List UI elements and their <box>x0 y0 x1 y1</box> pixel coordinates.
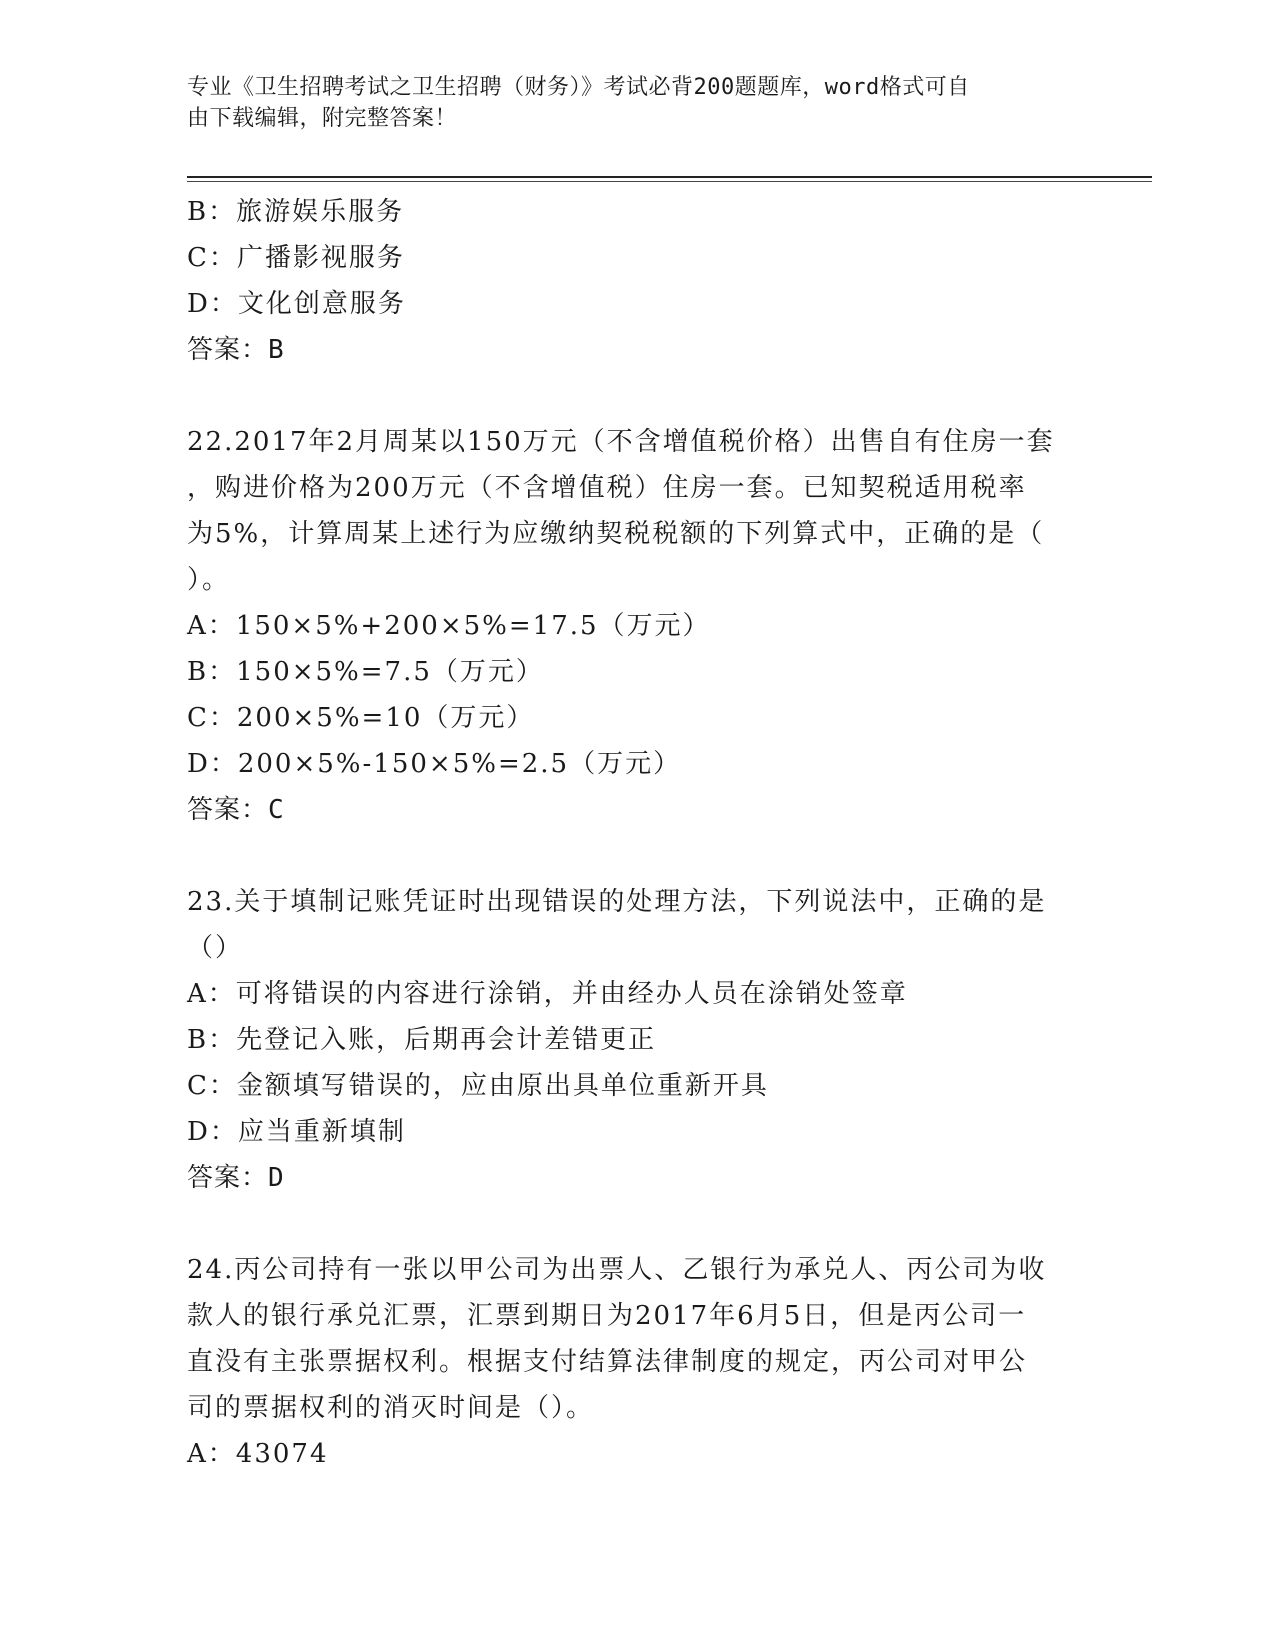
answer-line: 答案：B <box>187 335 285 365</box>
header-divider <box>187 176 1152 178</box>
header-line: 由下载编辑，附完整答案！ <box>187 106 458 131</box>
question-line: 司的票据权利的消灭时间是（）。 <box>187 1393 595 1423</box>
option-line: A：150×5%+200×5%=17.5（万元） <box>187 611 711 641</box>
document-header <box>187 72 1067 134</box>
option-line: B：旅游娱乐服务 <box>187 197 405 227</box>
spacer <box>187 1201 1087 1247</box>
option-line: A：43074 <box>187 1439 329 1469</box>
question-line: 24.丙公司持有一张以甲公司为出票人、乙银行为承兑人、丙公司为收 <box>187 1255 1047 1285</box>
spacer <box>187 833 1087 879</box>
answer-line: 答案：C <box>187 795 285 825</box>
question-line: 22.2017年2月周某以150万元（不含增值税价格）出售自有住房一套 <box>187 427 1055 457</box>
spacer <box>187 373 1087 419</box>
answer-line: 答案：D <box>187 1163 285 1193</box>
option-line: C：广播影视服务 <box>187 243 405 273</box>
header-line: 专业《卫生招聘考试之卫生招聘（财务）》考试必背200题题库，word格式可自 <box>187 75 970 100</box>
header-divider-thin <box>187 181 1152 182</box>
option-line: D：200×5%-150×5%=2.5（万元） <box>187 749 682 779</box>
question-line: 直没有主张票据权利。根据支付结算法律制度的规定，丙公司对甲公 <box>187 1347 1028 1377</box>
option-line: B：150×5%=7.5（万元） <box>187 657 544 687</box>
option-line: C：200×5%=10（万元） <box>187 703 535 733</box>
question-line: 23.关于填制记账凭证时出现错误的处理方法，下列说法中，正确的是 <box>187 887 1047 917</box>
question-line: ，购进价格为200万元（不含增值税）住房一套。已知契税适用税率 <box>187 473 1027 503</box>
question-line: ）。 <box>187 565 231 595</box>
question-line: 款人的银行承兑汇票，汇票到期日为2017年6月5日，但是丙公司一 <box>187 1301 1027 1331</box>
option-line: D：应当重新填制 <box>187 1117 406 1147</box>
option-line: D：文化创意服务 <box>187 289 406 319</box>
option-line: B：先登记入账，后期再会计差错更正 <box>187 1025 657 1055</box>
question-list <box>187 189 1087 1477</box>
question-line: （） <box>187 933 244 963</box>
option-line: C：金额填写错误的，应由原出具单位重新开具 <box>187 1071 769 1101</box>
question-line: 为5%，计算周某上述行为应缴纳契税税额的下列算式中，正确的是（ <box>187 519 1045 549</box>
option-line: A：可将错误的内容进行涂销，并由经办人员在涂销处签章 <box>187 979 908 1009</box>
